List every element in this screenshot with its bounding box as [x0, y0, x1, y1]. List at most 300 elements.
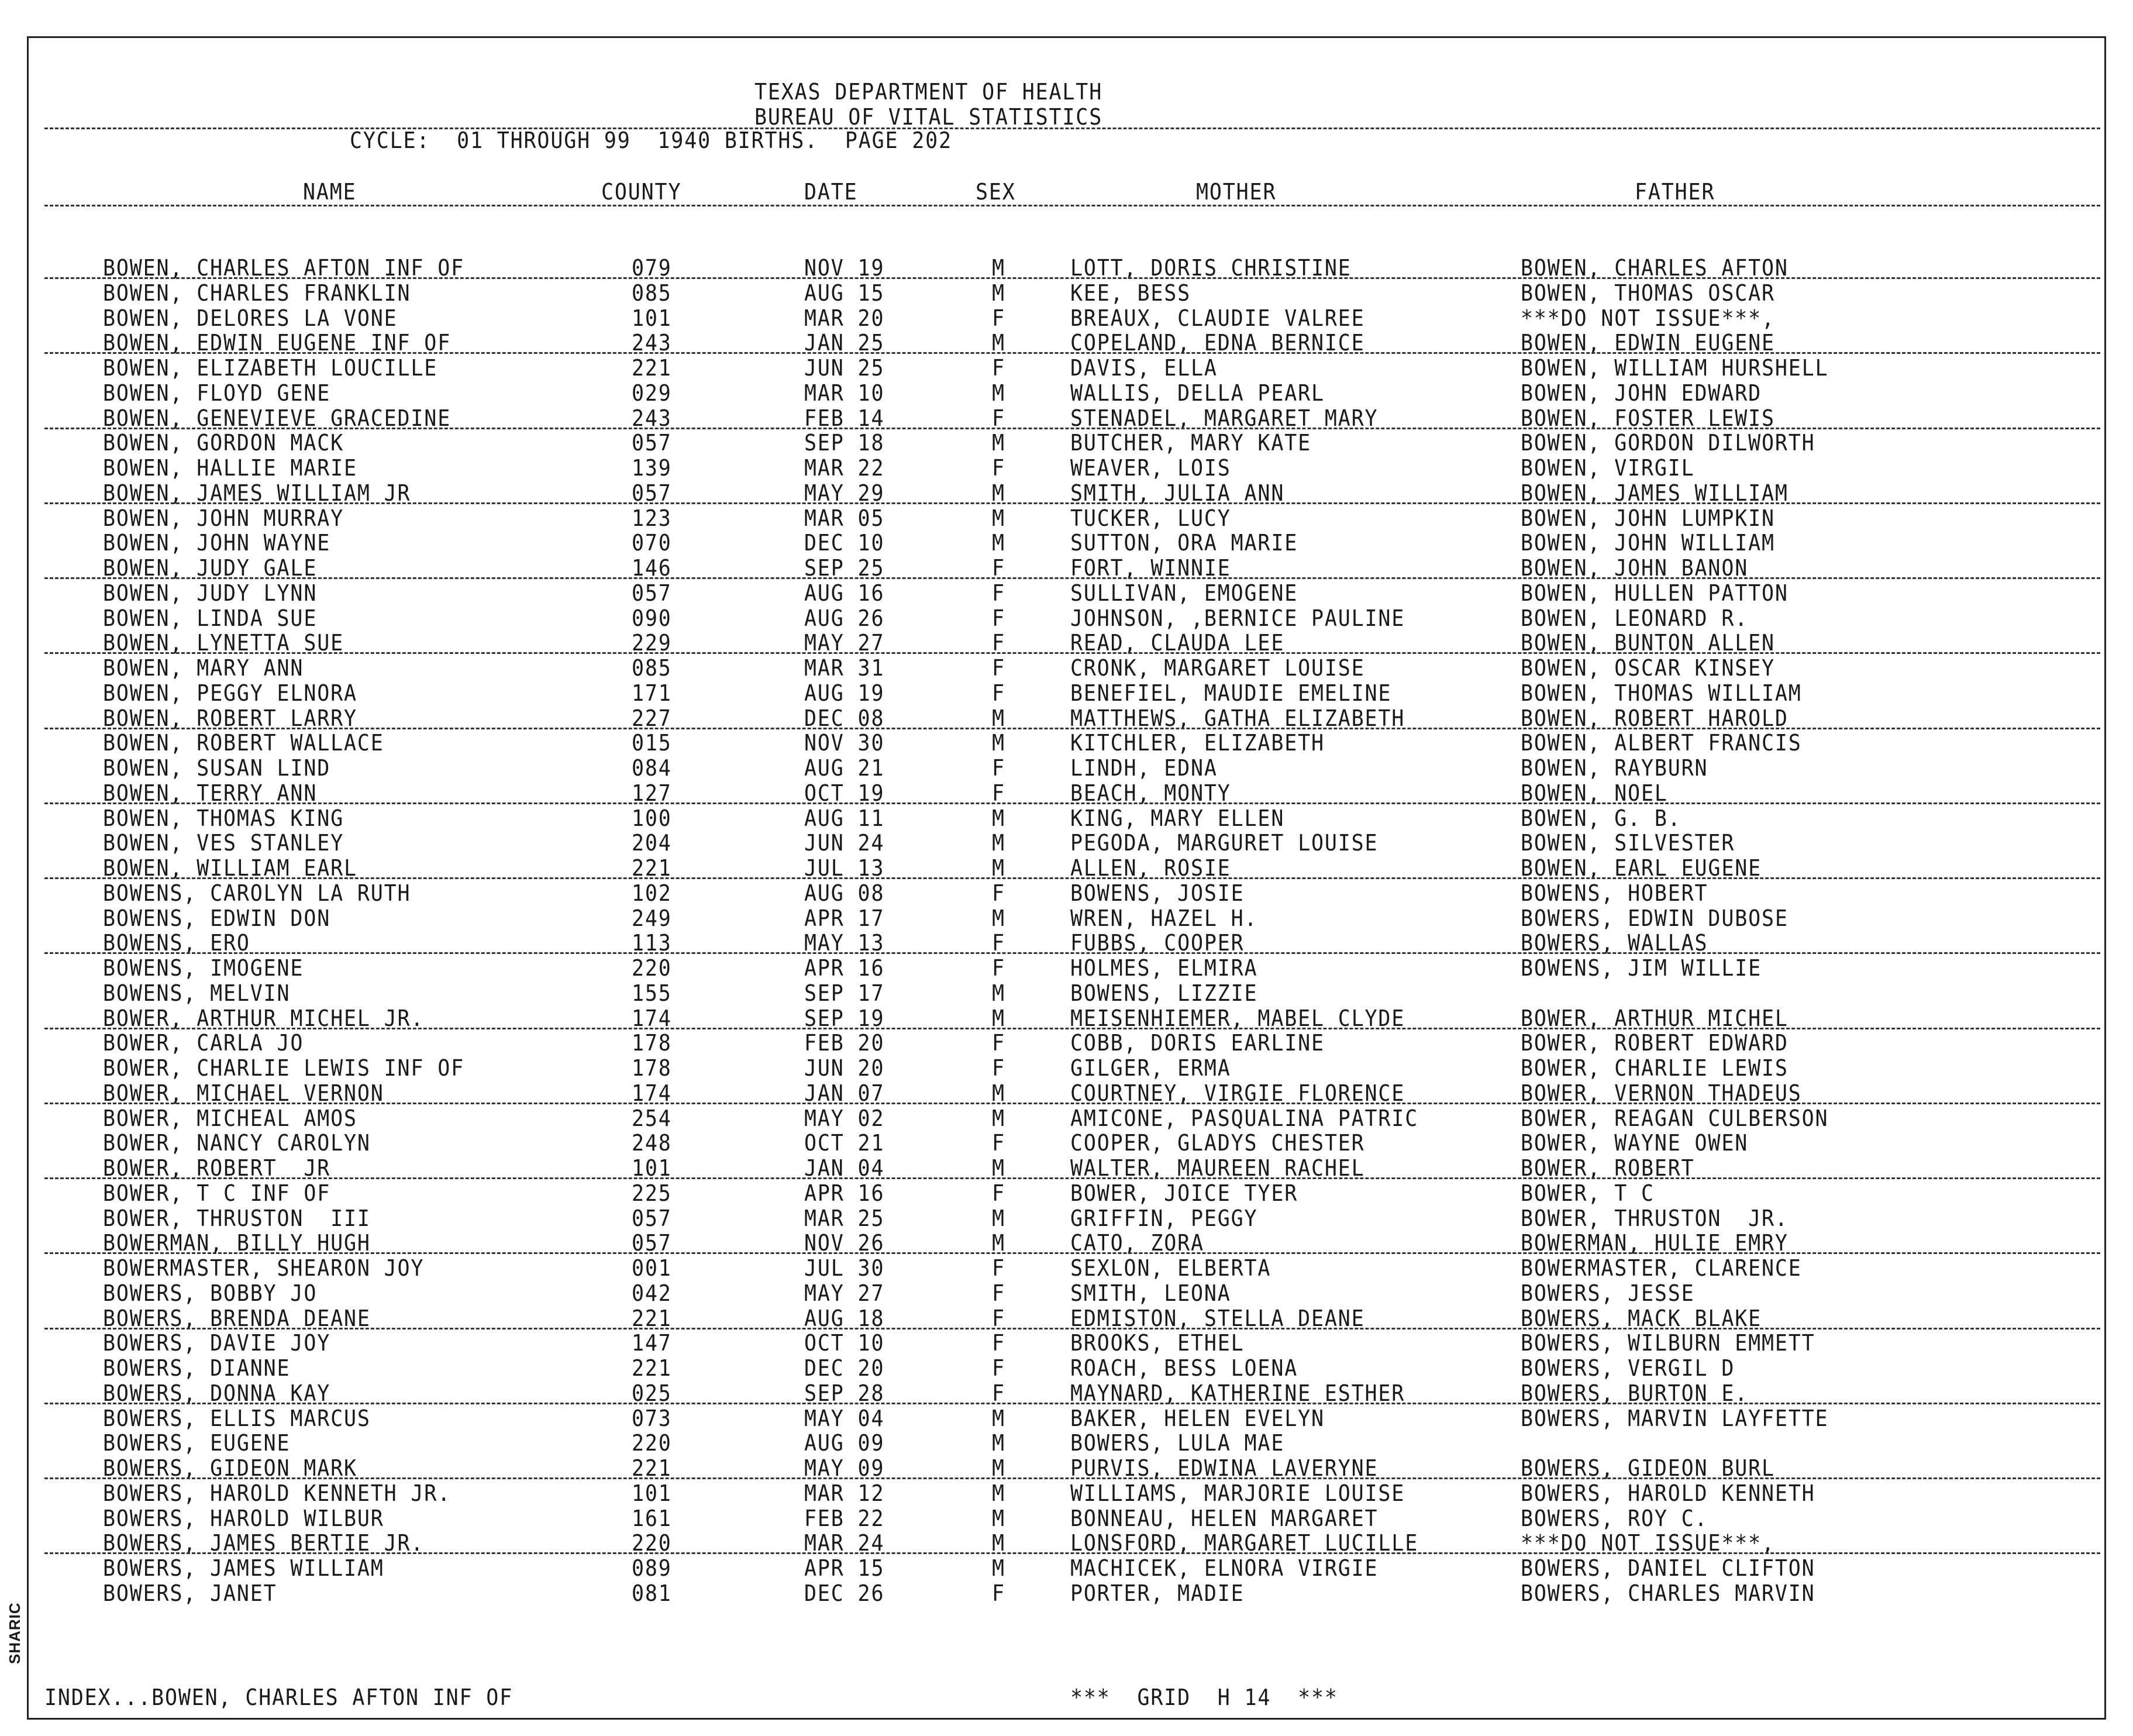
- record-date: JUL 30: [804, 1255, 885, 1281]
- record-mother: WREN, HAZEL H.: [1070, 905, 1258, 931]
- record-mother: WALTER, MAUREEN RACHEL: [1070, 1155, 1365, 1181]
- record-mother: BROOKS, ETHEL: [1070, 1330, 1245, 1356]
- record-mother: GRIFFIN, PEGGY: [1070, 1205, 1258, 1231]
- record-sex: M: [992, 1406, 1005, 1431]
- record-county: 084: [632, 755, 672, 781]
- record-sex: M: [992, 255, 1005, 281]
- record-father: BOWENS, JIM WILLIE: [1521, 955, 1762, 981]
- record-father: BOWEN, CHARLES AFTON: [1521, 255, 1789, 281]
- record-sex: F: [992, 1130, 1005, 1156]
- record-father: BOWEN, HULLEN PATTON: [1521, 580, 1789, 606]
- record-date: MAY 04: [804, 1406, 885, 1431]
- record-date: SEP 28: [804, 1380, 885, 1406]
- col-header-county: COUNTY: [601, 179, 682, 205]
- record-county: 113: [632, 930, 672, 956]
- record-sex: M: [992, 1455, 1005, 1481]
- record-date: MAY 13: [804, 930, 885, 956]
- record-father: BOWEN, G. B.: [1521, 805, 1681, 831]
- record-mother: BENEFIEL, MAUDIE EMELINE: [1070, 680, 1392, 706]
- record-county: 100: [632, 805, 672, 831]
- record-mother: KEE, BESS: [1070, 280, 1191, 306]
- record-father: BOWEN, JOHN BANON: [1521, 555, 1749, 581]
- row-separator: [44, 877, 2100, 879]
- row-separator: [44, 1403, 2100, 1404]
- record-mother: WILLIAMS, MARJORIE LOUISE: [1070, 1480, 1405, 1506]
- record-county: 174: [632, 1080, 672, 1106]
- record-name: BOWEN, PEGGY ELNORA: [103, 680, 357, 706]
- record-name: BOWENS, ERO: [103, 930, 250, 956]
- record-name: BOWEN, SUSAN LIND: [103, 755, 331, 781]
- record-sex: M: [992, 730, 1005, 756]
- record-name: BOWEN, GENEVIEVE GRACEDINE: [103, 405, 452, 431]
- record-date: APR 16: [804, 955, 885, 981]
- record-date: APR 16: [804, 1180, 885, 1206]
- record-date: MAY 29: [804, 480, 885, 506]
- record-county: 025: [632, 1380, 672, 1406]
- record-name: BOWEN, JAMES WILLIAM JR: [103, 480, 411, 506]
- record-father: BOWEN, JOHN LUMPKIN: [1521, 505, 1775, 531]
- record-date: AUG 26: [804, 605, 885, 631]
- record-name: BOWEN, MARY ANN: [103, 655, 304, 681]
- record-name: BOWERS, DONNA KAY: [103, 1380, 331, 1406]
- record-date: AUG 11: [804, 805, 885, 831]
- record-name: BOWER, ROBERT JR: [103, 1155, 331, 1181]
- record-date: AUG 19: [804, 680, 885, 706]
- record-county: 079: [632, 255, 672, 281]
- record-mother: WALLIS, DELLA PEARL: [1070, 380, 1325, 406]
- record-county: 102: [632, 880, 672, 906]
- record-county: 057: [632, 430, 672, 456]
- record-mother: READ, CLAUDA LEE: [1070, 630, 1285, 656]
- record-mother: BAKER, HELEN EVELYN: [1070, 1406, 1325, 1431]
- record-name: BOWEN, CHARLES FRANKLIN: [103, 280, 411, 306]
- record-name: BOWERS, BOBBY JO: [103, 1280, 318, 1306]
- row-separator: [44, 502, 2100, 504]
- record-sex: M: [992, 380, 1005, 406]
- record-sex: M: [992, 1506, 1005, 1531]
- record-sex: M: [992, 1105, 1005, 1131]
- record-father: BOWEN, FOSTER LEWIS: [1521, 405, 1775, 431]
- record-name: BOWERS, DAVIE JOY: [103, 1330, 331, 1356]
- record-mother: SUTTON, ORA MARIE: [1070, 530, 1298, 556]
- record-county: 101: [632, 305, 672, 331]
- record-name: BOWER, ARTHUR MICHEL JR.: [103, 1005, 425, 1031]
- record-name: BOWER, T C INF OF: [103, 1180, 331, 1206]
- record-date: MAR 24: [804, 1530, 885, 1556]
- record-father: BOWEN, JOHN WILLIAM: [1521, 530, 1775, 556]
- record-mother: FORT, WINNIE: [1070, 555, 1231, 581]
- record-mother: BOWERS, LULA MAE: [1070, 1430, 1285, 1456]
- record-date: JAN 04: [804, 1155, 885, 1181]
- record-name: BOWEN, TERRY ANN: [103, 780, 318, 806]
- record-name: BOWEN, LINDA SUE: [103, 605, 318, 631]
- record-father: BOWERS, JESSE: [1521, 1280, 1695, 1306]
- record-county: 085: [632, 655, 672, 681]
- record-sex: M: [992, 830, 1005, 856]
- record-father: BOWEN, ROBERT HAROLD: [1521, 705, 1789, 731]
- record-name: BOWERS, EUGENE: [103, 1430, 291, 1456]
- record-county: 243: [632, 330, 672, 356]
- record-county: 001: [632, 1255, 672, 1281]
- record-mother: COBB, DORIS EARLINE: [1070, 1030, 1325, 1056]
- record-father: BOWERS, MACK BLAKE: [1521, 1306, 1762, 1331]
- record-father: BOWEN, JOHN EDWARD: [1521, 380, 1762, 406]
- record-father: BOWEN, OSCAR KINSEY: [1521, 655, 1775, 681]
- record-county: 029: [632, 380, 672, 406]
- record-sex: F: [992, 580, 1005, 606]
- record-name: BOWEN, CHARLES AFTON INF OF: [103, 255, 464, 281]
- record-county: 221: [632, 1306, 672, 1331]
- record-county: 057: [632, 1230, 672, 1256]
- record-date: SEP 17: [804, 980, 885, 1006]
- record-father: BOWEN, THOMAS WILLIAM: [1521, 680, 1802, 706]
- row-separator: [44, 1177, 2100, 1179]
- record-sex: M: [992, 1430, 1005, 1456]
- record-mother: COPELAND, EDNA BERNICE: [1070, 330, 1365, 356]
- record-name: BOWEN, VES STANLEY: [103, 830, 344, 856]
- record-sex: M: [992, 1555, 1005, 1581]
- record-father: BOWER, ROBERT EDWARD: [1521, 1030, 1789, 1056]
- record-father: BOWERS, CHARLES MARVIN: [1521, 1580, 1815, 1606]
- record-name: BOWEN, LYNETTA SUE: [103, 630, 344, 656]
- record-mother: DAVIS, ELLA: [1070, 355, 1218, 381]
- record-sex: F: [992, 655, 1005, 681]
- record-mother: SEXLON, ELBERTA: [1070, 1255, 1271, 1281]
- record-mother: CRONK, MARGARET LOUISE: [1070, 655, 1365, 681]
- record-sex: F: [992, 1330, 1005, 1356]
- record-mother: SMITH, LEONA: [1070, 1280, 1231, 1306]
- record-sex: M: [992, 330, 1005, 356]
- record-father: ***DO NOT ISSUE***,: [1521, 1530, 1775, 1556]
- record-name: BOWEN, WILLIAM EARL: [103, 855, 357, 881]
- row-separator: [44, 277, 2100, 279]
- record-county: 089: [632, 1555, 672, 1581]
- side-label: SHARIC: [6, 1602, 23, 1664]
- record-father: BOWER, VERNON THADEUS: [1521, 1080, 1802, 1106]
- record-sex: M: [992, 480, 1005, 506]
- record-sex: F: [992, 1280, 1005, 1306]
- record-name: BOWEN, THOMAS KING: [103, 805, 344, 831]
- record-sex: M: [992, 1230, 1005, 1256]
- col-header-sex: SEX: [976, 179, 1016, 205]
- record-father: BOWER, ROBERT: [1521, 1155, 1695, 1181]
- record-mother: FUBBS, COOPER: [1070, 930, 1245, 956]
- record-date: NOV 26: [804, 1230, 885, 1256]
- record-sex: F: [992, 880, 1005, 906]
- record-sex: F: [992, 630, 1005, 656]
- record-date: AUG 16: [804, 580, 885, 606]
- record-mother: HOLMES, ELMIRA: [1070, 955, 1258, 981]
- record-sex: F: [992, 680, 1005, 706]
- record-county: 178: [632, 1030, 672, 1056]
- footer-index: INDEX...BOWEN, CHARLES AFTON INF OF: [44, 1685, 514, 1710]
- record-father: BOWERS, GIDEON BURL: [1521, 1455, 1775, 1481]
- record-county: 015: [632, 730, 672, 756]
- record-name: BOWERS, JAMES WILLIAM: [103, 1555, 384, 1581]
- row-separator: [44, 652, 2100, 654]
- row-separator: [44, 728, 2100, 729]
- record-father: BOWER, CHARLIE LEWIS: [1521, 1055, 1789, 1081]
- record-county: 147: [632, 1330, 672, 1356]
- record-name: BOWER, CHARLIE LEWIS INF OF: [103, 1055, 464, 1081]
- record-name: BOWEN, JOHN MURRAY: [103, 505, 344, 531]
- record-sex: M: [992, 1205, 1005, 1231]
- record-sex: F: [992, 1055, 1005, 1081]
- record-father: BOWEN, GORDON DILWORTH: [1521, 430, 1815, 456]
- record-county: 221: [632, 1355, 672, 1381]
- record-mother: CATO, ZORA: [1070, 1230, 1204, 1256]
- record-mother: LONSFORD, MARGARET LUCILLE: [1070, 1530, 1419, 1556]
- record-county: 204: [632, 830, 672, 856]
- record-sex: M: [992, 805, 1005, 831]
- record-date: OCT 19: [804, 780, 885, 806]
- record-father: BOWEN, WILLIAM HURSHELL: [1521, 355, 1829, 381]
- record-sex: F: [992, 755, 1005, 781]
- record-date: MAR 12: [804, 1480, 885, 1506]
- record-father: BOWEN, ALBERT FRANCIS: [1521, 730, 1802, 756]
- record-father: BOWEN, LEONARD R.: [1521, 605, 1749, 631]
- record-sex: M: [992, 905, 1005, 931]
- record-father: BOWERS, MARVIN LAYFETTE: [1521, 1406, 1829, 1431]
- record-date: APR 17: [804, 905, 885, 931]
- record-date: JUN 25: [804, 355, 885, 381]
- record-name: BOWERMAN, BILLY HUGH: [103, 1230, 371, 1256]
- record-sex: M: [992, 430, 1005, 456]
- record-father: BOWERS, EDWIN DUBOSE: [1521, 905, 1789, 931]
- record-county: 085: [632, 280, 672, 306]
- record-county: 073: [632, 1406, 672, 1431]
- record-mother: MAYNARD, KATHERINE ESTHER: [1070, 1380, 1405, 1406]
- record-mother: LOTT, DORIS CHRISTINE: [1070, 255, 1352, 281]
- record-name: BOWEN, ELIZABETH LOUCILLE: [103, 355, 438, 381]
- record-sex: F: [992, 605, 1005, 631]
- record-mother: WEAVER, LOIS: [1070, 455, 1231, 481]
- row-separator: [44, 1328, 2100, 1329]
- record-county: 249: [632, 905, 672, 931]
- record-mother: AMICONE, PASQUALINA PATRIC: [1070, 1105, 1419, 1131]
- record-date: MAR 20: [804, 305, 885, 331]
- row-separator: [44, 802, 2100, 804]
- record-sex: M: [992, 980, 1005, 1006]
- record-name: BOWERS, DIANNE: [103, 1355, 291, 1381]
- record-county: 139: [632, 455, 672, 481]
- record-mother: COURTNEY, VIRGIE FLORENCE: [1070, 1080, 1405, 1106]
- record-date: NOV 30: [804, 730, 885, 756]
- record-father: BOWERS, BURTON E.: [1521, 1380, 1749, 1406]
- record-father: BOWEN, VIRGIL: [1521, 455, 1695, 481]
- row-separator: [44, 1028, 2100, 1029]
- record-sex: M: [992, 1480, 1005, 1506]
- record-county: 090: [632, 605, 672, 631]
- record-date: FEB 14: [804, 405, 885, 431]
- record-sex: M: [992, 1530, 1005, 1556]
- record-county: 221: [632, 855, 672, 881]
- record-mother: BOWER, JOICE TYER: [1070, 1180, 1298, 1206]
- record-date: FEB 22: [804, 1506, 885, 1531]
- record-sex: F: [992, 1306, 1005, 1331]
- record-mother: BREAUX, CLAUDIE VALREE: [1070, 305, 1365, 331]
- record-name: BOWER, MICHEAL AMOS: [103, 1105, 357, 1131]
- record-date: JAN 07: [804, 1080, 885, 1106]
- record-sex: F: [992, 1255, 1005, 1281]
- record-sex: M: [992, 855, 1005, 881]
- record-sex: M: [992, 530, 1005, 556]
- record-father: BOWER, REAGAN CULBERSON: [1521, 1105, 1829, 1131]
- record-date: SEP 19: [804, 1005, 885, 1031]
- record-date: NOV 19: [804, 255, 885, 281]
- record-name: BOWERS, ELLIS MARCUS: [103, 1406, 371, 1431]
- record-date: DEC 26: [804, 1580, 885, 1606]
- record-sex: F: [992, 780, 1005, 806]
- row-separator: [44, 1477, 2100, 1479]
- record-name: BOWENS, MELVIN: [103, 980, 291, 1006]
- record-father: BOWERMAN, HULIE EMRY: [1521, 1230, 1789, 1256]
- record-mother: MEISENHIEMER, MABEL CLYDE: [1070, 1005, 1405, 1031]
- record-name: BOWER, THRUSTON III: [103, 1205, 371, 1231]
- record-sex: F: [992, 355, 1005, 381]
- record-date: DEC 08: [804, 705, 885, 731]
- record-date: AUG 18: [804, 1306, 885, 1331]
- record-name: BOWERMASTER, SHEARON JOY: [103, 1255, 425, 1281]
- record-sex: F: [992, 1180, 1005, 1206]
- record-mother: SMITH, JULIA ANN: [1070, 480, 1285, 506]
- record-county: 081: [632, 1580, 672, 1606]
- record-mother: TUCKER, LUCY: [1070, 505, 1231, 531]
- row-separator: [44, 352, 2100, 354]
- record-mother: PURVIS, EDWINA LAVERYNE: [1070, 1455, 1379, 1481]
- record-mother: ROACH, BESS LOENA: [1070, 1355, 1298, 1381]
- record-date: JAN 25: [804, 330, 885, 356]
- record-sex: M: [992, 1080, 1005, 1106]
- record-county: 220: [632, 955, 672, 981]
- record-mother: BONNEAU, HELEN MARGARET: [1070, 1506, 1379, 1531]
- record-father: BOWER, T C: [1521, 1180, 1655, 1206]
- record-father: BOWEN, EDWIN EUGENE: [1521, 330, 1775, 356]
- record-name: BOWER, CARLA JO: [103, 1030, 304, 1056]
- record-father: BOWEN, THOMAS OSCAR: [1521, 280, 1775, 306]
- record-mother: ALLEN, ROSIE: [1070, 855, 1231, 881]
- record-name: BOWERS, JANET: [103, 1580, 277, 1606]
- record-name: BOWER, MICHAEL VERNON: [103, 1080, 384, 1106]
- record-name: BOWERS, JAMES BERTIE JR.: [103, 1530, 425, 1556]
- record-date: MAR 31: [804, 655, 885, 681]
- record-father: BOWERS, ROY C.: [1521, 1506, 1708, 1531]
- record-mother: BOWENS, JOSIE: [1070, 880, 1245, 906]
- record-sex: F: [992, 1380, 1005, 1406]
- row-separator: [44, 577, 2100, 579]
- record-name: BOWEN, ROBERT WALLACE: [103, 730, 384, 756]
- record-father: BOWERS, VERGIL D: [1521, 1355, 1735, 1381]
- record-father: ***DO NOT ISSUE***,: [1521, 305, 1775, 331]
- record-name: BOWEN, GORDON MACK: [103, 430, 344, 456]
- record-mother: PORTER, MADIE: [1070, 1580, 1245, 1606]
- record-date: JUL 13: [804, 855, 885, 881]
- record-mother: KITCHLER, ELIZABETH: [1070, 730, 1325, 756]
- col-header-date: DATE: [804, 179, 858, 205]
- record-name: BOWEN, JOHN WAYNE: [103, 530, 331, 556]
- row-separator: [44, 428, 2100, 429]
- record-mother: MATTHEWS, GATHA ELIZABETH: [1070, 705, 1405, 731]
- record-sex: M: [992, 1155, 1005, 1181]
- record-father: BOWERMASTER, CLARENCE: [1521, 1255, 1802, 1281]
- record-sex: F: [992, 1355, 1005, 1381]
- record-name: BOWEN, ROBERT LARRY: [103, 705, 357, 731]
- record-name: BOWEN, EDWIN EUGENE INF OF: [103, 330, 452, 356]
- record-county: 070: [632, 530, 672, 556]
- record-date: AUG 21: [804, 755, 885, 781]
- record-county: 146: [632, 555, 672, 581]
- cycle-line: CYCLE: 01 THROUGH 99 1940 BIRTHS. PAGE 202: [350, 128, 952, 153]
- record-date: JUN 24: [804, 830, 885, 856]
- record-sex: M: [992, 1005, 1005, 1031]
- record-name: BOWENS, EDWIN DON: [103, 905, 331, 931]
- record-county: 178: [632, 1055, 672, 1081]
- record-county: 057: [632, 480, 672, 506]
- record-father: BOWER, THRUSTON JR.: [1521, 1205, 1789, 1231]
- record-name: BOWEN, JUDY GALE: [103, 555, 318, 581]
- record-father: BOWEN, JAMES WILLIAM: [1521, 480, 1789, 506]
- record-county: 161: [632, 1506, 672, 1531]
- record-county: 221: [632, 355, 672, 381]
- record-father: BOWENS, HOBERT: [1521, 880, 1708, 906]
- column-header-rule: [44, 205, 2100, 206]
- record-sex: F: [992, 955, 1005, 981]
- record-mother: KING, MARY ELLEN: [1070, 805, 1285, 831]
- record-mother: JOHNSON, ,BERNICE PAULINE: [1070, 605, 1405, 631]
- record-sex: F: [992, 455, 1005, 481]
- record-date: FEB 20: [804, 1030, 885, 1056]
- record-mother: STENADEL, MARGARET MARY: [1070, 405, 1379, 431]
- record-date: AUG 09: [804, 1430, 885, 1456]
- record-father: BOWEN, NOEL: [1521, 780, 1668, 806]
- record-date: MAY 09: [804, 1455, 885, 1481]
- record-father: BOWEN, BUNTON ALLEN: [1521, 630, 1775, 656]
- record-father: BOWEN, SILVESTER: [1521, 830, 1735, 856]
- record-county: 243: [632, 405, 672, 431]
- record-county: 220: [632, 1530, 672, 1556]
- record-name: BOWEN, HALLIE MARIE: [103, 455, 357, 481]
- record-county: 174: [632, 1005, 672, 1031]
- record-county: 057: [632, 1205, 672, 1231]
- record-father: BOWERS, HAROLD KENNETH: [1521, 1480, 1815, 1506]
- record-sex: M: [992, 505, 1005, 531]
- row-separator: [44, 1252, 2100, 1254]
- record-county: 042: [632, 1280, 672, 1306]
- record-father: BOWEN, RAYBURN: [1521, 755, 1708, 781]
- record-county: 254: [632, 1105, 672, 1131]
- record-sex: M: [992, 280, 1005, 306]
- record-date: MAY 27: [804, 630, 885, 656]
- record-father: BOWERS, DANIEL CLIFTON: [1521, 1555, 1815, 1581]
- record-date: AUG 15: [804, 280, 885, 306]
- col-header-mother: MOTHER: [1196, 179, 1277, 205]
- record-mother: COOPER, GLADYS CHESTER: [1070, 1130, 1365, 1156]
- record-sex: F: [992, 405, 1005, 431]
- record-sex: F: [992, 1580, 1005, 1606]
- record-county: 248: [632, 1130, 672, 1156]
- record-father: BOWER, WAYNE OWEN: [1521, 1130, 1749, 1156]
- row-separator: [44, 952, 2100, 954]
- record-county: 227: [632, 705, 672, 731]
- footer-grid: *** GRID H 14 ***: [1070, 1685, 1338, 1710]
- record-date: OCT 21: [804, 1130, 885, 1156]
- row-separator: [44, 1103, 2100, 1104]
- record-date: JUN 20: [804, 1055, 885, 1081]
- record-mother: PEGODA, MARGURET LOUISE: [1070, 830, 1379, 856]
- record-date: MAY 27: [804, 1280, 885, 1306]
- col-header-father: FATHER: [1635, 179, 1715, 205]
- record-name: BOWERS, HAROLD WILBUR: [103, 1506, 384, 1531]
